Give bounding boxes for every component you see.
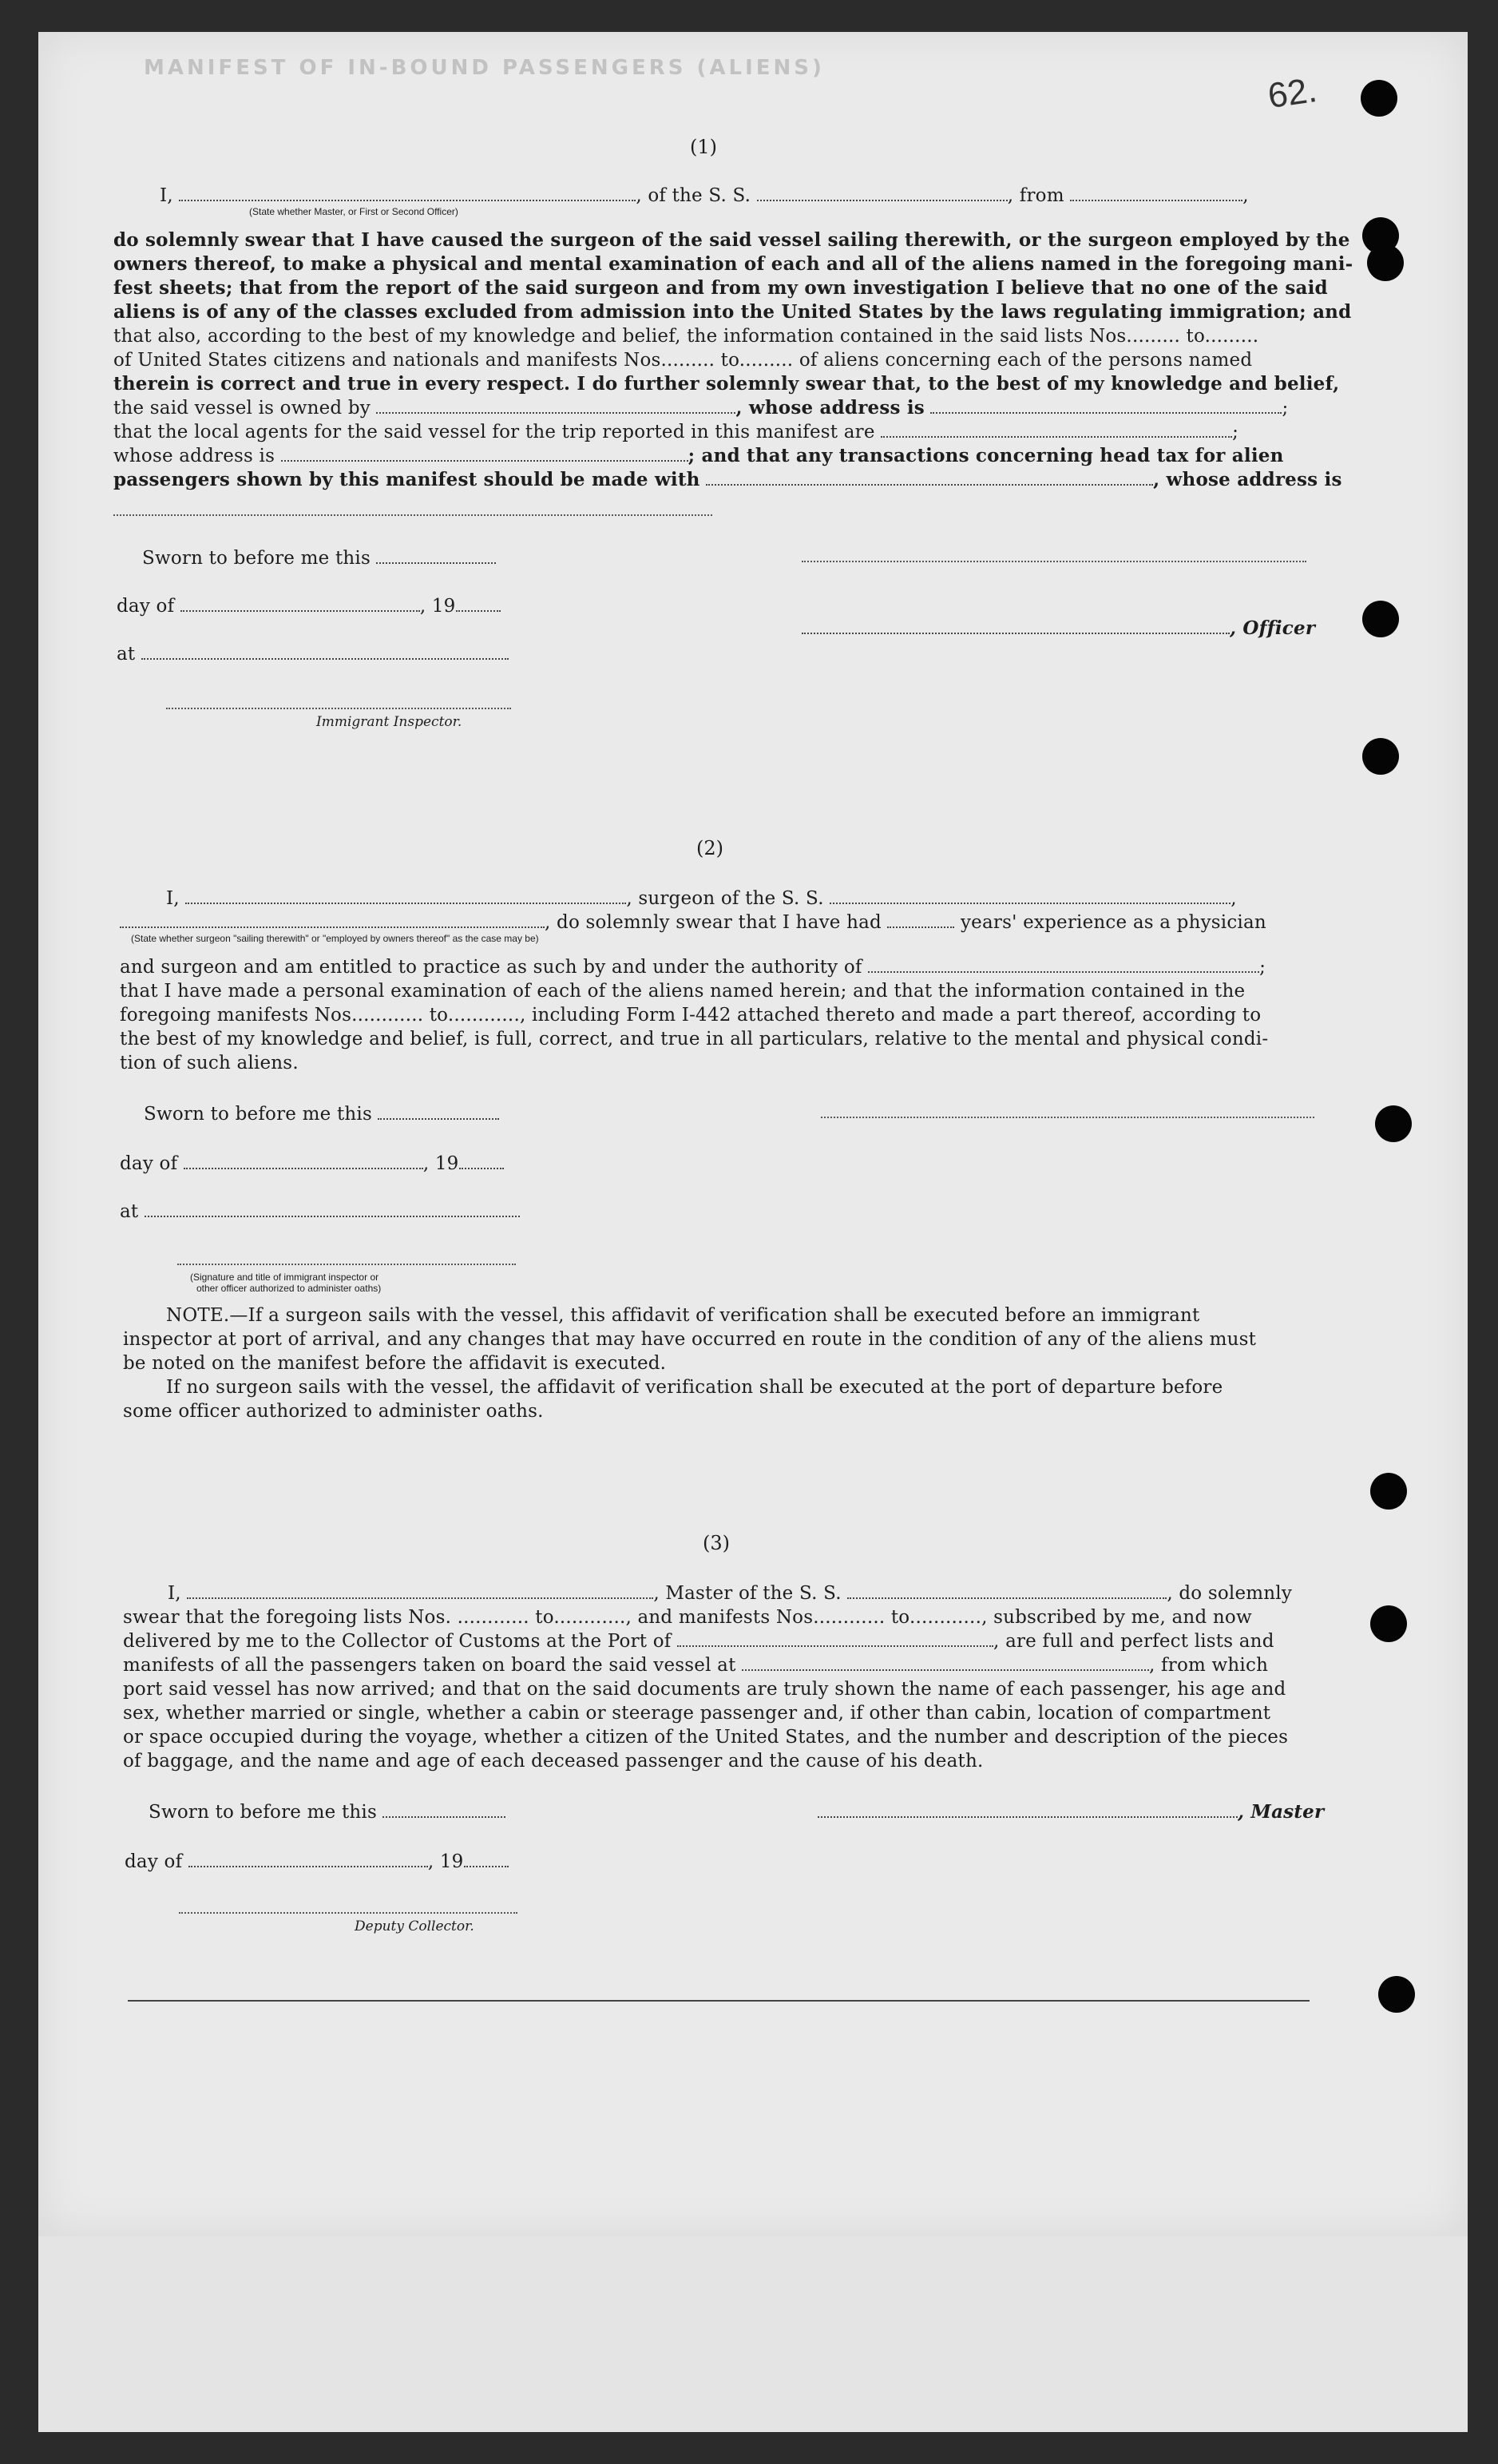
surgeon-note: NOTE.—If a surgeon sails with the vessel, this affidavit of verification shall be executed before an immigrant inspector at port of arrival, and any changes that may have occurred en route in the condition of any of the aliens must be noted on the manifest before the affidavit is executed. If no surgeon sails with the vessel, the affidavit of verification shall be executed at the port of departure before some officer authorized to administer oaths.: [123, 1305, 1257, 1422]
section-3-number: (3): [703, 1532, 730, 1554]
immigrant-inspector-label: Immigrant Inspector.: [316, 714, 462, 730]
bottom-rule: [128, 2000, 1310, 2002]
section-2-line-1: I, , surgeon of the S. S. ,: [166, 888, 1237, 909]
punch-hole-icon: [1378, 1976, 1415, 2013]
sworn-before-me-3: Sworn to before me this: [149, 1800, 505, 1824]
sworn-before-me-1: Sworn to before me this: [142, 546, 496, 570]
punch-hole-icon: [1370, 1473, 1407, 1510]
day-of-2: day of , 19: [120, 1152, 504, 1176]
punch-hole-icon: [1370, 1605, 1407, 1642]
handwritten-page-number: 62.: [1265, 69, 1320, 117]
punch-hole-icon: [1375, 1105, 1412, 1142]
punch-hole-icon: [1367, 244, 1404, 281]
section-2-line-2: , do solemnly swear that I have had years' experience as a physician: [120, 911, 1266, 934]
punch-hole-icon: [1362, 601, 1399, 637]
section-2-number: (2): [696, 837, 723, 859]
at-place-2: at: [120, 1200, 520, 1224]
officer-title: , Officer: [802, 617, 1315, 641]
deputy-collector-signature-line: [179, 1912, 517, 1914]
punch-hole-icon: [1361, 80, 1397, 117]
surgeon-status-note: (State whether surgeon "sailing therewith" or "employed by owners thereof" as the case may be): [131, 933, 539, 944]
officer-rank-note: (State whether Master, or First or Second Officer): [249, 206, 458, 217]
sworn-before-me-2: Sworn to before me this: [144, 1102, 499, 1126]
section-1-line-1: I, , of the S. S. , from ,: [160, 185, 1249, 206]
punch-hole-icon: [1362, 738, 1399, 775]
oath-officer-note-2: other officer authorized to administer oaths): [196, 1283, 382, 1294]
at-place-1: at: [117, 642, 509, 666]
faint-header-text: MANIFEST OF IN-BOUND PASSENGERS (ALIENS): [144, 56, 825, 80]
section-2-paragraph: and surgeon and am entitled to practice as such by and under the authority of ; that I have made a personal examination of each of the aliens named herein; and that the information contained in the foregoing manifests Nos............ to............, including Form I-442 attached thereto and made a part thereof, according to the best of my knowledge and belief, is full, correct, and true in all particulars, relative to the mental and physical condi- tion of such aliens.: [120, 957, 1269, 1073]
address-continuation-line: [113, 514, 712, 516]
oath-officer-signature-line: [177, 1264, 516, 1265]
document-page-margin: [38, 2236, 1468, 2432]
surgeon-signature-line: [821, 1117, 1314, 1118]
section-1-paragraph: do solemnly swear that I have caused the surgeon of the said vessel sailing therewith, or the surgeon employed by the owners thereof, to make a physical and mental examination of each and all of the aliens named in the foregoing mani- fest sheets; that from the report of the said surgeon and from my own investigation I believe that no one of the said aliens is of any of the classes excluded from admission into the United States by the laws regulating immigration; and that also, according to the best of my knowledge and belief, the information contained in the said lists Nos......... to......... of United States citizens and nationals and manifests Nos......... to......... of aliens concerning each of the persons named therein is correct and true in every respect. I do further solemnly swear that, to the best of my knowledge and belief, the said vessel is owned by , whose address is ; that the local agents for the said vessel for the trip reported in this manifest are ; whose address is ; and that any transactions concerning head tax for alien passengers shown by this manifest should be made with , whose address is: [113, 229, 1353, 490]
officer-signature-line: [802, 561, 1306, 562]
inspector-signature-line: [166, 708, 511, 709]
section-3-paragraph: swear that the foregoing lists Nos. ............ to............, and manifests Nos............ to............, subscribed by me, and now delivered by me to the Collector of Customs at the Port of , are full and perfect lists and manifests of all the passengers taken on board the said vessel at , from which port said vessel has now arrived; and that on the said documents are truly shown the name of each passenger, his age and sex, whether married or single, whether a cabin or steerage passenger and, if other than cabin, location of compartment or space occupied during the voyage, whether a citizen of the United States, and the number and description of the pieces of baggage, and the name and age of each deceased passenger and the cause of his death.: [123, 1607, 1289, 1772]
section-3-line-1: I, , Master of the S. S. , do solemnly: [168, 1583, 1293, 1604]
oath-officer-note-1: (Signature and title of immigrant inspector or: [190, 1272, 379, 1283]
day-of-1: day of , 19: [117, 594, 501, 618]
day-of-3: day of , 19: [125, 1850, 509, 1874]
section-1-number: (1): [690, 136, 717, 158]
master-signature: , Master: [818, 1800, 1324, 1824]
deputy-collector-label: Deputy Collector.: [355, 1918, 474, 1934]
